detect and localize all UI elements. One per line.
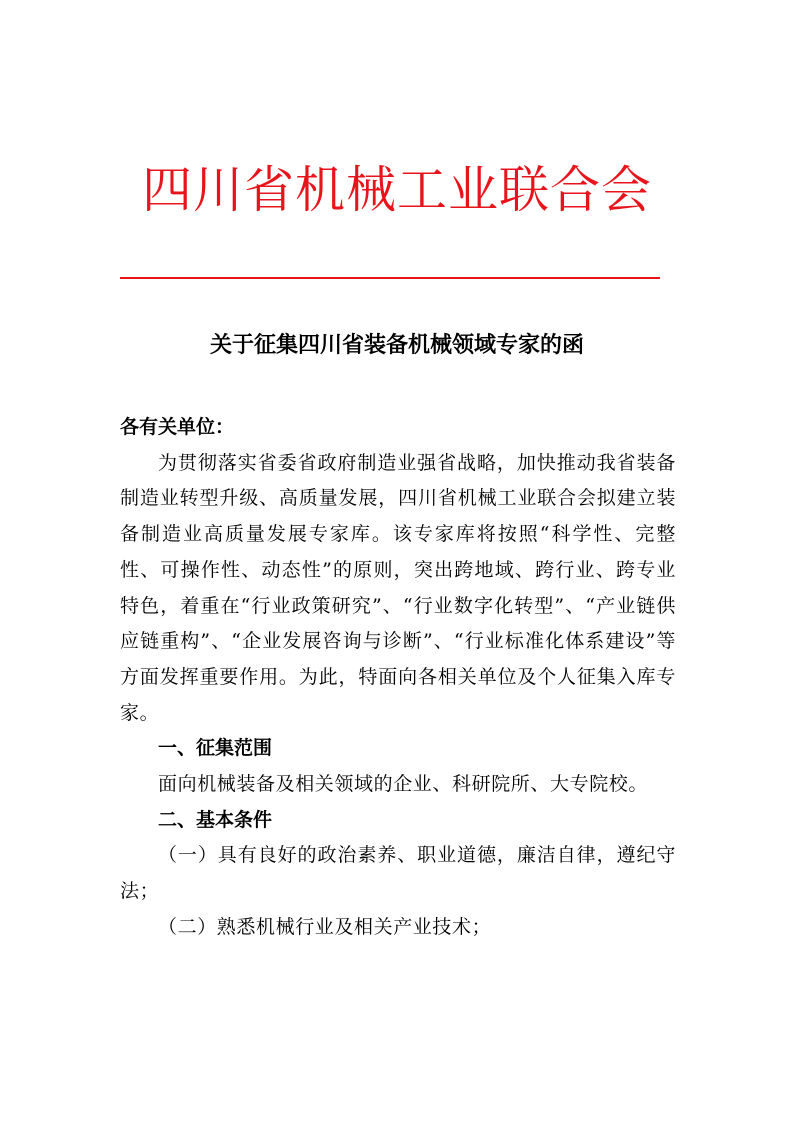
section-scope-paragraph: 面向机械装备及相关领域的企业、科研院所、大专院校。 — [158, 773, 649, 796]
document-body — [120, 410, 676, 946]
section-heading-conditions: 二、基本条件 — [158, 808, 273, 831]
condition-item-2: （二）熟悉机械行业及相关产业技术； — [158, 915, 492, 938]
intro-paragraph: 为贯彻落实省委省政府制造业强省战略，加快推动我省装备制造业转型升级、高质量发展，四川省机械工业联合会拟建立装备制造业高质量发展专家库。该专家库将按照“科学性、完整性、可操作性、动态性”的原则，突出跨地域、跨行业、跨专业特色，着重在“行业政策研究”、“行业数字化转型”、“产业链供应链重构”、“企业发展咨询与诊断”、“行业标准化体系建设”等方面发挥重要作用。为此，特面向各相关单位及个人征集入库专家。 — [120, 451, 676, 724]
condition-item-1: （一）具有良好的政治素养、职业道德，廉洁自律，遵纪守法； — [120, 844, 676, 903]
salutation: 各有关单位： — [120, 416, 235, 438]
document-title: 关于征集四川省装备机械领域专家的函 — [209, 333, 584, 358]
section-heading-scope: 一、征集范围 — [158, 737, 273, 760]
letterhead-org-name: 四川省机械工业联合会 — [142, 161, 652, 219]
letterhead-red-rule — [120, 277, 660, 279]
